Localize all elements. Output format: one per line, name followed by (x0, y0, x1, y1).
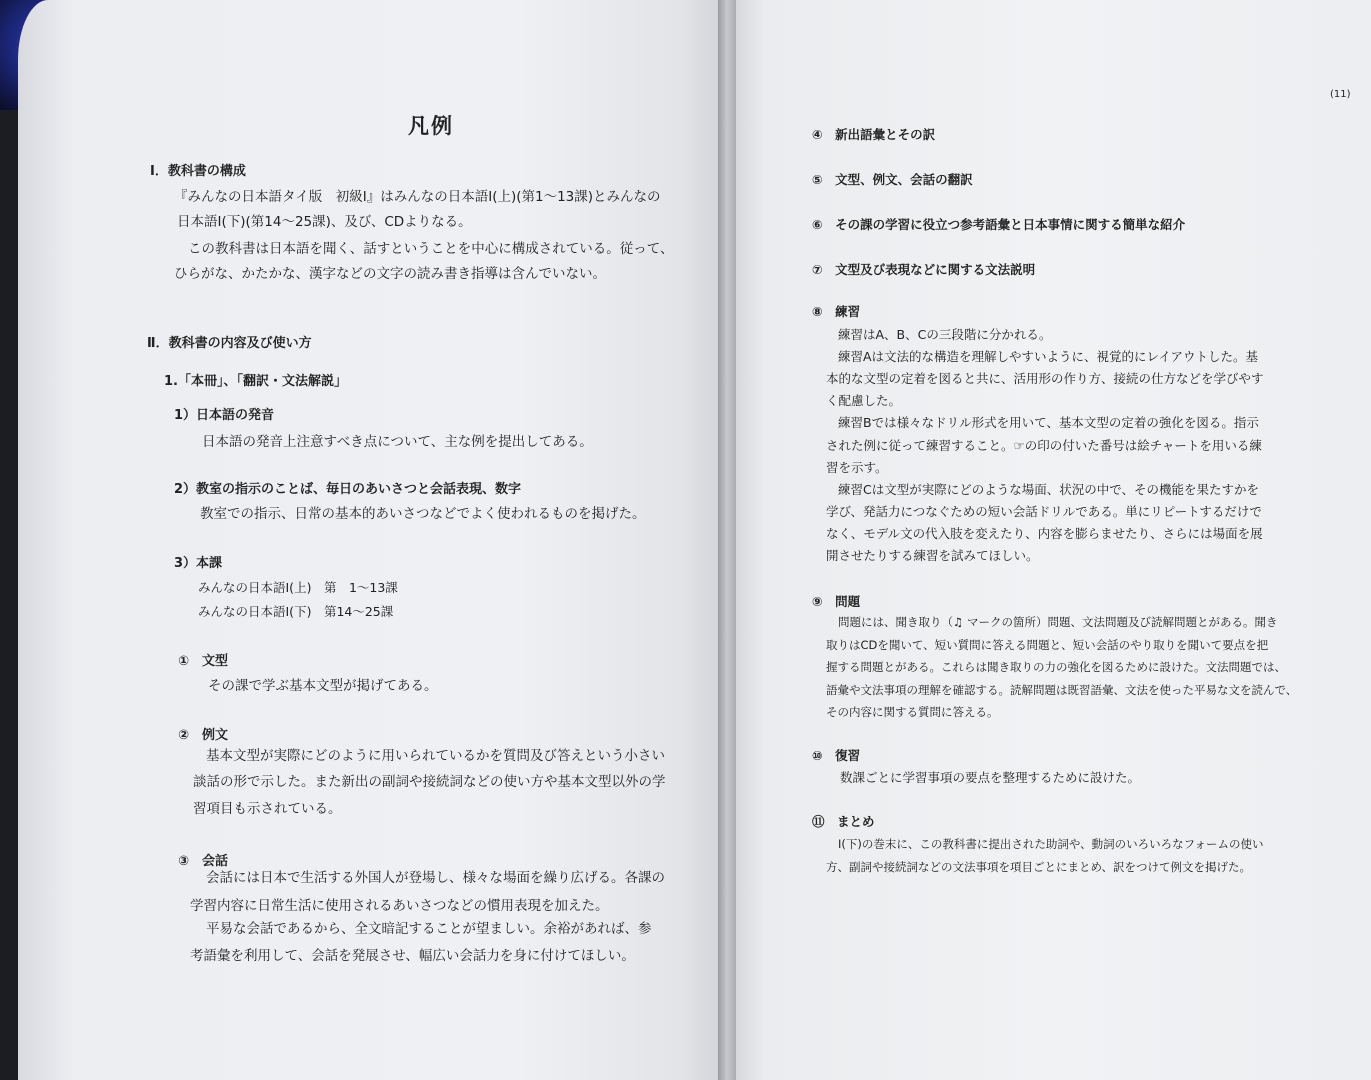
content-line: 問題には、聞き取り（♫ マークの箇所）問題、文法問題及び読解問題とがある。聞き (838, 615, 1278, 629)
content-heading: ② 例文 (178, 728, 229, 743)
content-line: 基本文型が実際にどのように用いられているかを質問及び答えという小さい (206, 748, 665, 764)
content-heading: ⑦ 文型及び表現などに関する文法説明 (812, 262, 1036, 277)
section-1-line: 『みんなの日本語タイ版 初級Ⅰ』はみんなの日本語Ⅰ(上)(第1～13課)とみんなの (174, 189, 661, 205)
section-1-line: ひらがな、かたかな、漢字などの文字の読み書き指導は含んでいない。 (174, 266, 606, 282)
content-line: 考語彙を利用して、会話を発展させ、幅広い会話力を身に付けてほしい。 (190, 948, 635, 964)
content-heading: ④ 新出語彙とその訳 (812, 127, 936, 142)
page-number: (11) (1330, 89, 1351, 100)
content-line: 平易な会話であるから、全文暗記することが望ましい。余裕があれば、参 (206, 921, 652, 937)
content-line: 会話には日本で生活する外国人が登場し、様々な場面を繰り広げる。各課の (206, 870, 665, 886)
content-heading: ⑩ 復習 (812, 748, 861, 763)
content-line: 談話の形で示した。また新出の副詞や接続詞などの使い方や基本文型以外の学 (193, 774, 666, 790)
content-line: 習項目も示されている。 (193, 801, 342, 817)
content-line: その課で学ぶ基本文型が掲げてある。 (208, 678, 438, 694)
item-line: みんなの日本語Ⅰ(上) 第 1～13課 (198, 580, 398, 595)
content-line: 語彙や文法事項の理解を確認する。読解問題は既習語彙、文法を使った平易な文を読んで、 (826, 683, 1298, 697)
content-line: 開させたりする練習を試みてほしい。 (826, 548, 1039, 563)
content-heading: ③ 会話 (178, 854, 229, 869)
content-heading: ⑥ その課の学習に役立つ参考語彙と日本事情に関する簡単な紹介 (812, 217, 1186, 232)
content-line: その内容に関する質問に答える。 (826, 705, 999, 719)
section-1-line: 日本語Ⅰ(下)(第14～25課)、及び、CDよりなる。 (177, 214, 472, 230)
section-1-line: この教科書は日本語を聞く、話すということを中心に構成されている。従って、 (188, 241, 674, 257)
content-line: された例に従って練習すること。☞の印の付いた番号は絵チャートを用いる練 (826, 438, 1262, 453)
subsection-heading: 1.「本冊」、「翻訳・文法解説」 (164, 374, 347, 389)
content-line: 取りはCDを聞いて、短い質問に答える問題と、短い会話のやり取りを聞いて要点を把 (826, 638, 1269, 652)
content-heading: ① 文型 (178, 654, 229, 669)
item-line: 教室での指示、日常の基本的あいさつなどでよく使われるものを掲げた。 (200, 506, 646, 522)
item-heading: 1）日本語の発音 (174, 408, 275, 423)
book-gutter (718, 0, 736, 1080)
content-line: 学び、発話力につなぐための短い会話ドリルである。単にリピートするだけで (826, 504, 1262, 519)
content-heading: ⑨ 問題 (812, 594, 861, 609)
content-heading: ⑪ まとめ (812, 814, 875, 829)
content-line: なく、モデル文の代入肢を変えたり、内容を膨らませたり、さらには場面を展 (826, 526, 1263, 541)
content-line: 学習内容に日常生活に使用されるあいさつなどの慣用表現を加えた。 (190, 898, 609, 914)
content-heading: ⑧ 練習 (812, 304, 861, 319)
content-line: く配慮した。 (826, 393, 902, 408)
section-2-heading: Ⅱ．教科書の内容及び使い方 (147, 336, 312, 351)
content-heading: ⑤ 文型、例文、会話の翻訳 (812, 172, 973, 187)
content-line: 握する問題とがある。これらは聞き取りの力の強化を図るために設けた。文法問題では、 (826, 660, 1286, 674)
item-heading: 2）教室の指示のことば、毎日のあいさつと会話表現、数字 (174, 482, 522, 497)
content-line: Ⅰ(下)の巻末に、この教科書に提出された助詞や、動詞のいろいろなフォームの使い (838, 837, 1264, 851)
item-line: 日本語の発音上注意すべき点について、主な例を提出してある。 (202, 434, 593, 450)
content-line: 本的な文型の定着を図ると共に、活用形の作り方、接続の仕方などを学びやす (826, 371, 1264, 386)
item-line: みんなの日本語Ⅰ(下) 第14～25課 (198, 604, 394, 619)
content-line: 練習Cは文型が実際にどのような場面、状況の中で、その機能を果たすかを (838, 482, 1259, 497)
content-line: 練習Aは文法的な構造を理解しやすいように、視覚的にレイアウトした。基 (838, 349, 1259, 364)
content-line: 習を示す。 (826, 460, 888, 475)
section-1-heading: Ⅰ．教科書の構成 (150, 164, 246, 179)
content-line: 練習Bでは様々なドリル形式を用いて、基本文型の定着の強化を図る。指示 (838, 415, 1259, 430)
content-line: 方、副詞や接続詞などの文法事項を項目ごとにまとめ、訳をつけて例文を掲げた。 (826, 860, 1252, 874)
page-title: 凡例 (408, 114, 454, 138)
content-line: 練習はA、B、Cの三段階に分かれる。 (838, 327, 1052, 342)
content-line: 数課ごとに学習事項の要点を整理するために設けた。 (840, 770, 1141, 785)
item-heading: 3）本課 (174, 556, 223, 571)
